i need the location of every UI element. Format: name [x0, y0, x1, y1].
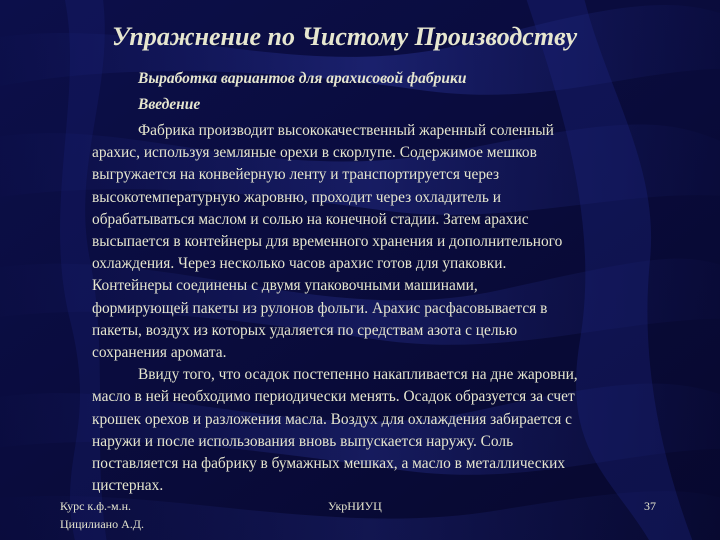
paragraph2-line: масло в ней необходимо периодически менять. Осадок образуется за счет: [92, 388, 575, 406]
paragraph1-line: высокотемпературную жаровню, проходит через охладитель и: [92, 188, 501, 206]
paragraph2-line: поставляется на фабрику в бумажных мешках, а масло в металлических: [92, 455, 566, 473]
paragraph1-line: Фабрика производит высококачественный жаренный соленный: [138, 122, 554, 139]
paragraph1-line: обрабатываться маслом и солью на конечной стадии. Затем арахис: [92, 210, 529, 228]
paragraph1-line: выгружается на конвейерную ленту и транспортируется через: [92, 166, 500, 184]
footer-author-line: Цицилиано А.Д.: [60, 517, 144, 531]
footer-author: [60, 497, 144, 533]
paragraph1-line: сохранения аромата.: [92, 344, 227, 362]
paragraph1-line: пакеты, воздух из которых удаляется по средствам азота с целью: [92, 321, 518, 339]
slide-title: Упражнение по Чистому Производству: [112, 22, 578, 51]
slide-subtitle: Выработка вариантов для арахисовой фабрики: [138, 70, 467, 87]
paragraph1-line: арахис, используя земляные орехи в скорлупе. Содержимое мешков: [92, 144, 537, 162]
paragraph1-line: высыпается в контейнеры для временного хранения и дополнительного: [92, 233, 563, 251]
paragraph1-line: охлаждения. Через несколько часов арахис готов для упаковки.: [92, 255, 507, 273]
section-heading: Введение: [138, 96, 201, 113]
paragraph1-line: Контейнеры соединены с двумя упаковочными машинами,: [92, 277, 478, 295]
body-text: [92, 120, 668, 497]
paragraph2-line: Ввиду того, что осадок постепенно накапливается на дне жаровни,: [138, 366, 578, 384]
footer-organization: УкрНИУЦ: [328, 499, 382, 513]
footer-author-line: Курс к.ф.-м.н.: [60, 499, 132, 513]
paragraph2-line: наружи и после использования вновь выпускается наружу. Соль: [92, 432, 514, 450]
paragraph2-line: цистернах.: [92, 477, 164, 495]
paragraph2-line: крошек орехов и разложения масла. Воздух для охлаждения забирается с: [92, 410, 572, 428]
paragraph1-line: формирующей пакеты из рулонов фольги. Арахис расфасовывается в: [92, 299, 548, 317]
page-number: 37: [644, 499, 656, 513]
